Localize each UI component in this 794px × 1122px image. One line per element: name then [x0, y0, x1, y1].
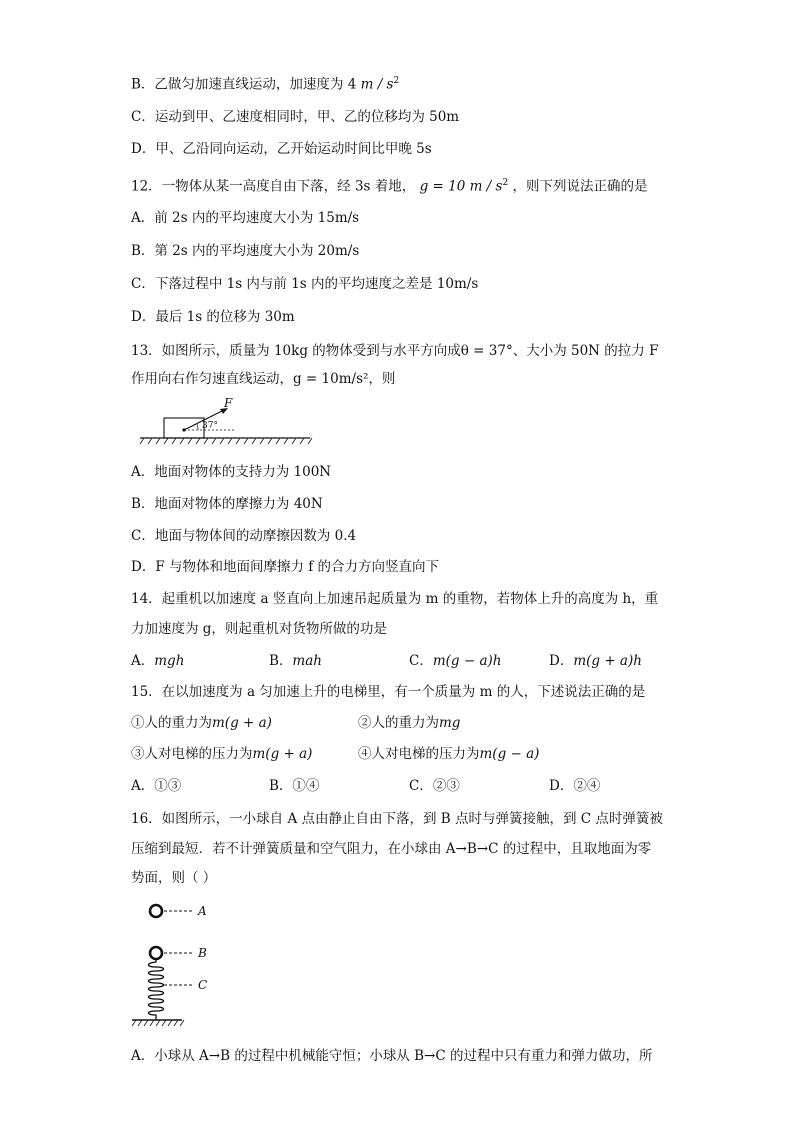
q14-option-b-value: mah — [292, 653, 322, 669]
q14-option-a — [131, 652, 184, 670]
q13-option-d: D．F 与物体和地面间摩擦力 f 的合力方向竖直向下 — [131, 559, 440, 575]
q15-statement-1-value: m(g + a) — [212, 715, 272, 731]
q15-statement-4-value: m(g − a) — [479, 746, 540, 762]
spring — [149, 959, 164, 1020]
q15-statement-2-value: mg — [439, 715, 461, 731]
ball-a — [150, 905, 162, 917]
q15-statement-3-value: m(g + a) — [252, 746, 313, 762]
label-c: C — [198, 978, 208, 992]
q14-option-c-key: C． — [409, 653, 433, 669]
q12-g-exp: 2 — [502, 178, 509, 188]
q15-statement-2-text: ②人的重力为 — [358, 715, 439, 731]
angle-label: 37° — [202, 421, 218, 431]
q15-statements-row1 — [131, 714, 651, 732]
q15-option-a: A．①③ — [131, 778, 182, 794]
q15-statement-1-text: ①人的重力为 — [131, 715, 212, 731]
q14-option-b — [269, 652, 322, 670]
q16-stem-line2: 压缩到最短．若不计弹簧质量和空气阻力，在小球由 A→B→C 的过程中，且取地面为零 — [131, 841, 652, 857]
label-a: A — [198, 904, 207, 918]
q12-option-c: C．下落过程中 1s 内与前 1s 内的平均速度之差是 10m/s — [131, 276, 479, 292]
q16-stem-line1: 16．如图所示，一小球自 A 点由静止自由下落，到 B 点时与弹簧接触，到 C 点时弹簧被 — [131, 811, 663, 827]
q13-option-b: B．地面对物体的摩擦力为 40N — [131, 496, 323, 512]
ball-b — [150, 947, 162, 959]
q11-option-b-value: 4 — [347, 76, 357, 93]
q15-statement-2 — [358, 714, 460, 732]
q14-option-a-key: A． — [131, 653, 155, 669]
q11-option-b-exp: 2 — [393, 76, 400, 86]
q14-option-a-value: mgh — [154, 653, 185, 669]
q15-option-c: C．②③ — [409, 778, 460, 794]
q14-option-c-value: m(g − a)h — [432, 653, 502, 669]
q15-statement-4 — [358, 745, 539, 763]
q12-option-a: A．前 2s 内的平均速度大小为 15m/s — [131, 210, 360, 226]
q12-option-b: B．第 2s 内的平均速度大小为 20m/s — [131, 243, 360, 259]
q16-stem-line3: 势面，则（ ） — [131, 870, 217, 886]
q15-options — [131, 777, 651, 795]
q12-option-d: D．最后 1s 的位移为 30m — [131, 309, 295, 325]
q16-figure — [128, 900, 238, 1032]
q14-option-d-key: D． — [549, 653, 574, 669]
q14-option-b-key: B． — [269, 653, 293, 669]
ground-hatch — [140, 438, 312, 444]
q13-stem-line1: 13．如图所示，质量为 10kg 的物体受到与水平方向成θ = 37°、大小为 50N 的拉力 F — [131, 343, 659, 359]
q14-option-d-value: m(g + a)h — [573, 653, 642, 669]
q11-option-b — [131, 72, 399, 94]
q15-statement-3-text: ③人对电梯的压力为 — [131, 746, 253, 762]
ground-hatch — [132, 1020, 184, 1026]
q12-g-expression: g = 10 m / s — [419, 178, 503, 195]
q15-option-b: B．①④ — [269, 778, 320, 794]
q11-option-b-text: B．乙做匀加速直线运动，加速度为 — [131, 76, 344, 93]
q15-stem: 15．在以加速度为 a 匀加速上升的电梯里，有一个质量为 m 的人，下述说法正确的是 — [131, 684, 646, 700]
q12-stem-text: 12．一物体从某一高度自由下落，经 3s 着地， — [131, 178, 416, 195]
q12-stem — [131, 174, 647, 196]
force-label: F — [224, 396, 233, 410]
q15-statement-3 — [131, 745, 312, 763]
q15-statement-4-text: ④人对电梯的压力为 — [358, 746, 480, 762]
q16-option-a: A．小球从 A→B 的过程中机械能守恒；小球从 B→C 的过程中只有重力和弹力做功，所 — [131, 1048, 653, 1064]
q14-stem-line2: 力加速度为 g，则起重机对货物所做的功是 — [131, 621, 387, 637]
q14-option-c — [409, 652, 501, 670]
q14-options — [131, 652, 651, 670]
q11-option-d: D．甲、乙沿同向运动，乙开始运动时间比甲晚 5s — [131, 141, 432, 157]
q11-option-c: C．运动到甲、乙速度相同时，甲、乙的位移均为 50m — [131, 109, 460, 125]
q15-option-d: D．②④ — [549, 778, 601, 794]
angle-arc — [197, 424, 198, 430]
q15-statements-row2 — [131, 745, 651, 763]
q13-option-c: C．地面与物体间的动摩擦因数为 0.4 — [131, 528, 357, 544]
label-b: B — [198, 946, 207, 960]
q11-option-b-unit: m / s — [360, 76, 394, 93]
q14-stem-line1: 14．起重机以加速度 a 竖直向上加速吊起质量为 m 的重物，若物体上升的高度为 h，重 — [131, 591, 659, 607]
q12-stem-tail: ，则下列说法正确的是 — [512, 178, 648, 195]
q13-figure — [140, 398, 320, 450]
q13-option-a: A．地面对物体的支持力为 100N — [131, 464, 332, 480]
q14-option-d — [549, 652, 642, 670]
q15-statement-1 — [131, 714, 272, 732]
q13-stem-line2: 作用向右作匀速直线运动，g = 10m/s²，则 — [131, 371, 396, 387]
